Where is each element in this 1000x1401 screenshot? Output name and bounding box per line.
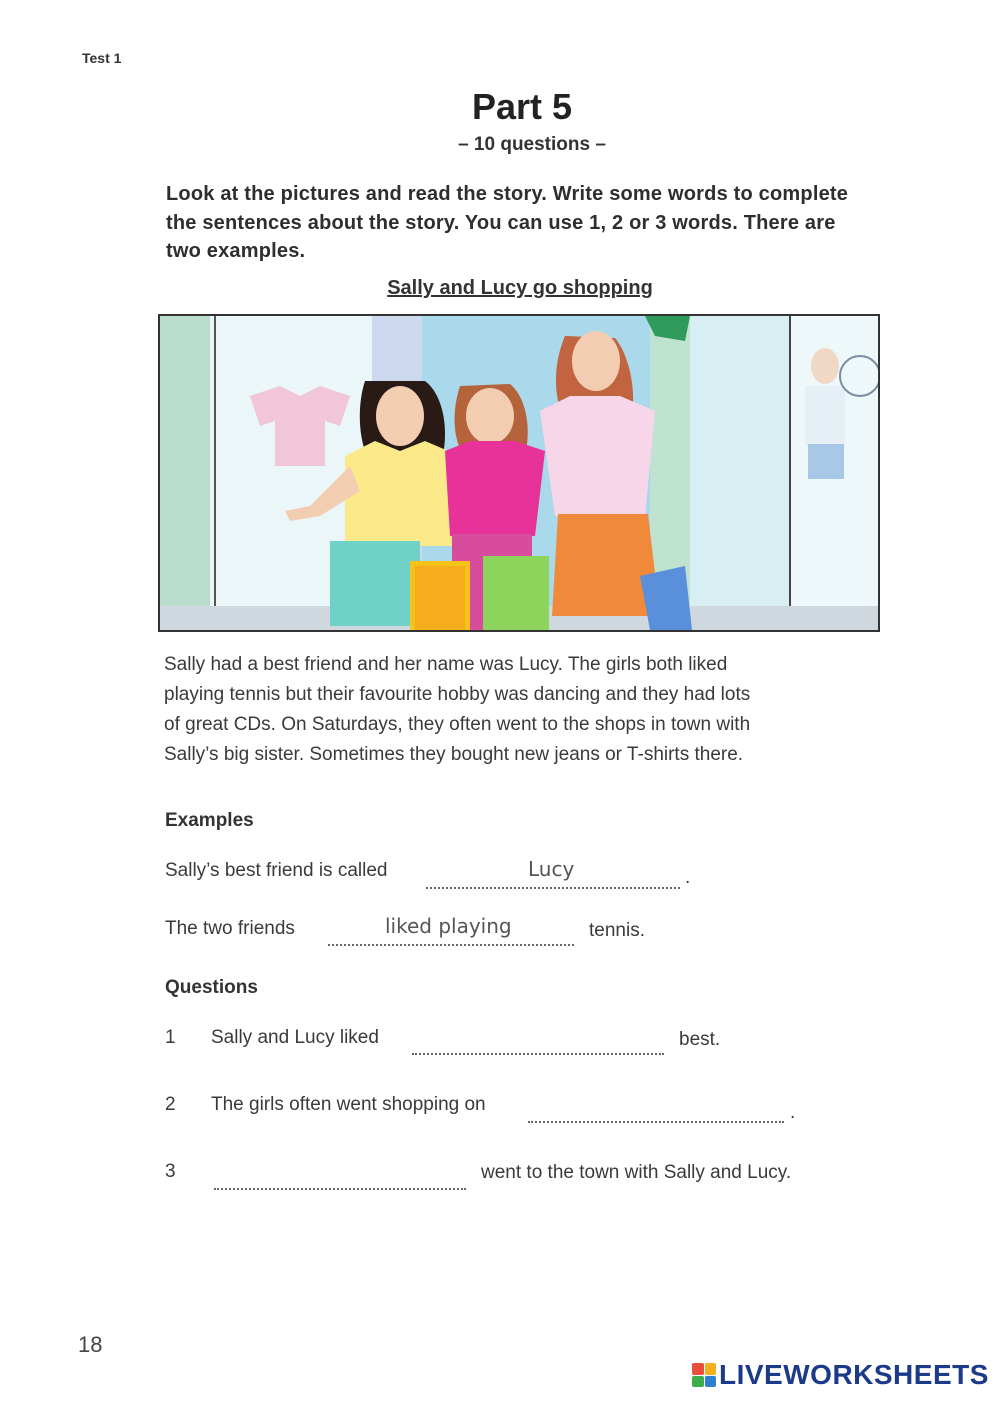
page-number: 18: [78, 1332, 103, 1357]
question-1-text: Sally and Lucy liked: [211, 1027, 379, 1048]
examples-heading: Examples: [165, 810, 254, 831]
story-illustration: [158, 314, 880, 632]
story-title: Sally and Lucy go shopping: [387, 277, 653, 299]
question-2-text: The girls often went shopping on: [211, 1094, 486, 1115]
liveworksheets-logo: [692, 1359, 989, 1391]
example-2-end: tennis.: [589, 920, 645, 941]
page-title: Part 5: [471, 86, 573, 127]
shopping-girls-illustration: [160, 316, 878, 630]
example-1-text: Sally’s best friend is called: [165, 860, 388, 881]
example-2-text: The two friends: [165, 918, 295, 939]
example-1-end: .: [685, 867, 691, 888]
question-1-end: best.: [679, 1029, 721, 1050]
instructions: Look at the pictures and read the story. Write some words to complete the sentences about the story. You can use 1, 2 or 3 words. There are two examples.: [166, 183, 849, 262]
story-line: playing tennis but their favourite hobby was dancing and they had lots: [164, 684, 751, 705]
story-line: of great CDs. On Saturdays, they often went to the shops in town with: [164, 714, 751, 735]
question-3-end: went to the town with Sally and Lucy.: [481, 1162, 792, 1183]
liveworksheets-icon: [692, 1363, 716, 1387]
question-2-number: 2: [165, 1094, 176, 1115]
brand-name: LIVEWORKSHEETS: [719, 1359, 989, 1390]
story-line: Sally’s big sister. Sometimes they bought new jeans or T-shirts there.: [164, 744, 744, 765]
question-2-end: .: [790, 1102, 796, 1123]
example-1-answer: Lucy: [528, 857, 575, 881]
story-text: [164, 650, 854, 770]
question-1-number: 1: [165, 1027, 176, 1048]
question-3-number: 3: [165, 1161, 176, 1182]
example-1-answer-line: [426, 886, 680, 889]
questions-heading: Questions: [165, 977, 258, 998]
question-3-answer-input[interactable]: [214, 1187, 466, 1190]
story-line: Sally had a best friend and her name was Lucy. The girls both liked: [164, 654, 728, 675]
question-2-answer-input[interactable]: [528, 1120, 784, 1123]
page-subtitle: – 10 questions –: [458, 134, 606, 155]
example-2-answer: liked playing: [385, 914, 512, 938]
example-2-answer-line: [328, 943, 574, 946]
test-label: Test 1: [82, 50, 122, 66]
question-1-answer-input[interactable]: [412, 1052, 664, 1055]
